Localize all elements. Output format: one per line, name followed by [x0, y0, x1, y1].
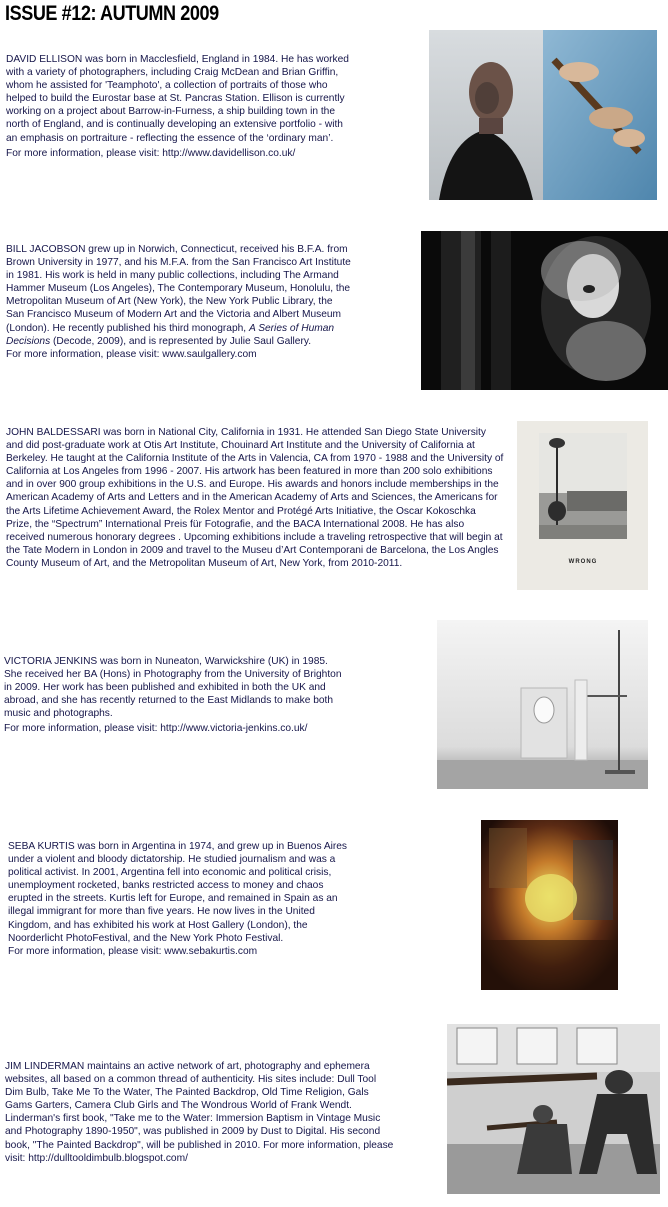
bio-victoria-jenkins — [4, 655, 344, 736]
page-title: ISSUE #12: AUTUMN 2009 — [5, 2, 219, 25]
more-info-link[interactable]: For more information, please visit: http://www.davidellison.co.uk/ — [6, 147, 296, 159]
bio-john-baldessari — [6, 426, 504, 570]
photo-bill-jacobson — [421, 231, 668, 390]
more-info-link[interactable]: For more information, please visit: http://www.victoria-jenkins.co.uk/ — [4, 723, 308, 735]
more-info-link[interactable]: For more information, please visit: www.sebakurtis.com — [8, 945, 258, 957]
bio-seba-kurtis — [8, 840, 356, 958]
photo-caption: WRONG — [568, 559, 598, 565]
photo-john-baldessari — [517, 421, 648, 590]
bio-text: JOHN BALDESSARI was born in National City, California in 1931. He attended San Diego State University and did post-graduate work at Otis Art Institute, Chouinard Art Institute and the University of California at Berkeley. He taught at the California Institute of the Arts in Valencia, CA from 1970 - 1988 and the University of California at Los Angeles from 1996 - 2007. His artwork has been featured in more than 200 solo exhibitions and in over 900 group exhibitions in the U.S. and Europe. His awards and honors include memberships in the American Academy of Arts and Letters and in the American Academy of Arts and Sciences, the Americans for the Arts Lifetime Achievement Award, the Rolex Mentor and Protégé Arts Initiative, the Oscar Kokoschka Prize, the “Spectrum” International Preis für Fotografie, and the BACA International 2008. He has also received numerous honorary degrees . Upcoming exhibitions include a traveling retrospective that will begin at the Tate Modern in London in 2009 and travel to the Museu d’Art Contemporani de Barcelona, the Los Angles County Museum of Art, and the Metropolitan Museum of Art, New York, from 2010-2011. — [6, 427, 504, 569]
bio-text: SEBA KURTIS was born in Argentina in 1974, and grew up in Buenos Aires under a violent and bloody dictatorship. He studied journalism and was a political activist. In 2001, Argentina fell into economic and political crisis, unemployment rocketed, banks restricted access to money and chaos erupted in the streets. Kurtis left for Europe, and remained in Spain as an illegal immigrant for more than five years. He now lives in the United Kingdom, and has exhibited his work at Host Gallery (London), the Noorderlicht PhotoFestival, and the New York Photo Festival. — [8, 841, 348, 944]
bio-david-ellison — [6, 53, 356, 160]
more-info-link[interactable]: For more information, please visit: www.saulgallery.com — [6, 348, 257, 360]
bio-text: VICTORIA JENKINS was born in Nuneaton, Warwickshire (UK) in 1985. She received her BA (Hons) in Photography from the University of Brighton in 2009. Her work has been published and exhibited in both the UK and abroad, and she has recently returned to the East Midlands to make both music and photographs. — [4, 656, 342, 720]
photo-seba-kurtis — [481, 820, 618, 990]
book-title: A Series of Human Decisions — [6, 322, 335, 347]
bio-jim-linderman — [5, 1060, 397, 1165]
bio-bill-jacobson — [6, 243, 351, 361]
bio-text: DAVID ELLISON was born in Macclesfield, England in 1984. He has worked with a variety of photographers, including Craig McDean and Brian Griffin, whom he assisted for 'Teamphoto', a collection of portraits of those who helped to build the Eurostar base at St. Pancras Station. Ellison is currently working on a project about Barrow-in-Furness, a ship building town in the north of England, and is continually developing an extensive portfolio - with an emphasis on portraiture - reflecting the essence of the ‘ordinary man’. — [6, 54, 349, 144]
bio-text: JIM LINDERMAN maintains an active network of art, photography and ephemera websites, all based on a common thread of authenticity. His sites include: Dull Tool Dim Bulb, Take Me To the Water, The Painted Backdrop, Old Time Religion, Gals Gams Garters, Camera Club Girls and The Wondrous World of Frank Wendt. Linderman's first book, "Take me to the Water: Immersion Baptism in Vintage Music and Photography 1890-1950", was published in 2009 by Dust to Digital. His second book, "The Painted Backdrop", will be published in 2010. For more information, please visit: http://dulltooldimbulb.blogspot.com/ — [5, 1061, 394, 1164]
photo-victoria-jenkins — [437, 620, 648, 789]
bio-text: BILL JACOBSON grew up in Norwich, Connecticut, received his B.F.A. from Brown University in 1977, and his M.F.A. from the San Francisco Art Institute in 1981. His work is held in many public collections, including The Armand Hammer Museum (Los Angeles), The Contemporary Museum, Honolulu, the Metropolitan Museum of Art (New York), the New York Public Library, the San Francisco Museum of Modern Art and the Victoria and Albert Museum (London). He recently published his third monograph, A Series of Human Decisions (Decode, 2009), and is represented by Julie Saul Gallery. — [6, 244, 351, 347]
photo-jim-linderman — [447, 1024, 660, 1194]
photo-david-ellison — [429, 30, 657, 200]
